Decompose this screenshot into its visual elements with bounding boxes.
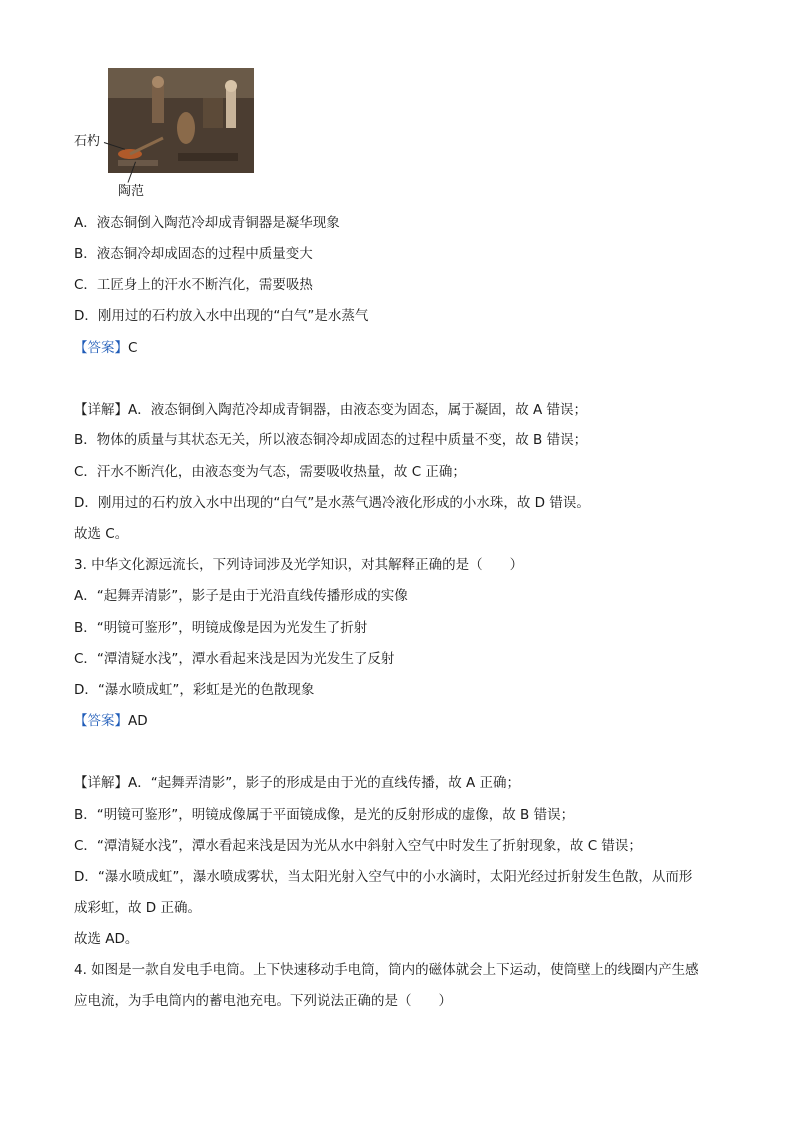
answer-tag: 【答案】 bbox=[74, 340, 128, 356]
workshop-scene-illustration bbox=[108, 68, 254, 173]
q3-answer bbox=[74, 711, 148, 731]
q2-explanation-line: 【详解】A．液态铜倒入陶范冷却成青铜器，由液态变为固态，属于凝固，故 A 错误； bbox=[74, 402, 588, 418]
q2-explanation-line: B．物体的质量与其状态无关，所以液态铜冷却成固态的过程中质量不变，故 B 错误； bbox=[74, 432, 588, 448]
q3-question: 3. 中华文化源远流长，下列诗词涉及光学知识，对其解释正确的是（ ） bbox=[74, 557, 524, 573]
answer-value: AD bbox=[128, 713, 148, 729]
q3-explanation-line: D．“瀑水喷成虹”，瀑水喷成雾状，当太阳光射入空气中的小水滴时，太阳光经过折射发生色散，从而形 bbox=[74, 869, 693, 885]
q3-option-a: A．“起舞弄清影”，影子是由于光沿直线传播形成的实像 bbox=[74, 588, 408, 604]
q3-explanation-line: B．“明镜可鉴形”，明镜成像属于平面镜成像，是光的反射形成的虚像，故 B 错误； bbox=[74, 807, 575, 823]
q2-option-c: C．工匠身上的汗水不断汽化，需要吸热 bbox=[74, 277, 313, 293]
q2-answer bbox=[74, 338, 137, 358]
q3-conclusion: 故选 AD。 bbox=[74, 931, 139, 947]
q2-explanation-line: D．刚用过的石杓放入水中出现的“白气”是水蒸气遇冷液化形成的小水珠，故 D 错误。 bbox=[74, 495, 590, 511]
q2-option-a: A．液态铜倒入陶范冷却成青铜器是凝华现象 bbox=[74, 215, 340, 231]
q3-option-b: B．“明镜可鉴形”，明镜成像是因为光发生了折射 bbox=[74, 620, 368, 636]
answer-value: C bbox=[128, 340, 138, 356]
q3-option-c: C．“潭清疑水浅”，潭水看起来浅是因为光发生了反射 bbox=[74, 651, 395, 667]
label-pottery-mold: 陶范 bbox=[118, 184, 145, 199]
q2-option-d: D．刚用过的石杓放入水中出现的“白气”是水蒸气 bbox=[74, 308, 369, 324]
q3-explanation-line: 成彩虹，故 D 正确。 bbox=[74, 900, 201, 916]
q3-explanation-line: 【详解】A．“起舞弄清影”，影子的形成是由于光的直线传播，故 A 正确； bbox=[74, 775, 521, 791]
q2-option-b: B．液态铜冷却成固态的过程中质量变大 bbox=[74, 246, 313, 262]
q4-question-line: 4. 如图是一款自发电手电筒。上下快速移动手电筒，筒内的磁体就会上下运动，使筒壁上的线圈内产生感 bbox=[74, 962, 699, 978]
q2-conclusion: 故选 C。 bbox=[74, 526, 129, 542]
q3-explanation-line: C．“潭清疑水浅”，潭水看起来浅是因为光从水中斜射入空气中时发生了折射现象，故 C 错误； bbox=[74, 838, 642, 854]
label-stone-spoon: 石杓 bbox=[74, 134, 101, 149]
bronze-casting-photo bbox=[108, 68, 254, 173]
q2-explanation-line: C．汗水不断汽化，由液态变为气态，需要吸收热量，故 C 正确； bbox=[74, 464, 466, 480]
q4-question-line: 应电流，为手电筒内的蓄电池充电。下列说法正确的是（ ） bbox=[74, 993, 452, 1009]
answer-tag: 【答案】 bbox=[74, 713, 128, 729]
q3-option-d: D．“瀑水喷成虹”，彩虹是光的色散现象 bbox=[74, 682, 315, 698]
